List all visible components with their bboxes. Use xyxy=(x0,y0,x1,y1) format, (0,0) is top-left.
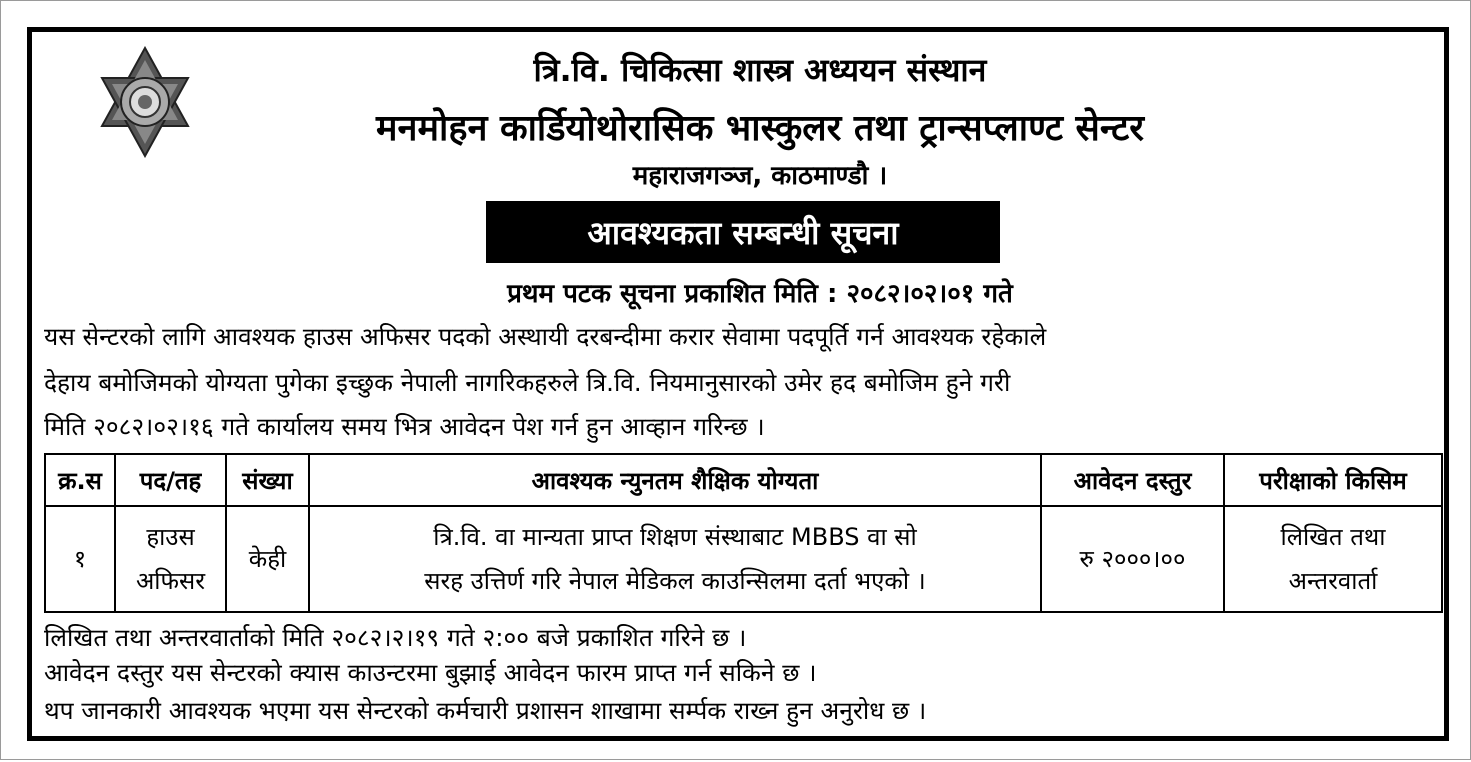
header-fee: आवेदन दस्तुर xyxy=(1041,454,1224,506)
header-serial: क्र.स xyxy=(45,454,115,506)
university-emblem-icon xyxy=(96,46,194,158)
exam-line-1: लिखित तथा xyxy=(1280,523,1386,551)
cell-count: केही xyxy=(226,506,309,612)
cell-fee: रु २०००।०० xyxy=(1041,506,1224,612)
header-exam-type: परीक्षाको किसिम xyxy=(1224,454,1442,506)
published-date: प्रथम पटक सूचना प्रकाशित मिति : २०८२।०२।०१ गते xyxy=(507,279,1013,309)
cell-post xyxy=(115,506,226,612)
qualification-line-1: त्रि.वि. वा मान्यता प्राप्त शिक्षण संस्थाबाट MBBS वा सो xyxy=(433,523,917,551)
footer-line-1: लिखित तथा अन्तरवार्ताको मिति २०८२।२।१९ गते २:०० बजे प्रकाशित गरिने छ । xyxy=(44,623,747,652)
footer-line-3: थप जानकारी आवश्यक भएमा यस सेन्टरको कर्मचारी प्रशासन शाखामा सर्म्पक राख्न हुन अनुरोध छ । xyxy=(44,696,927,725)
table-row xyxy=(45,506,1442,612)
body-line-2: देहाय बमोजिमको योग्यता पुगेका इच्छुक नेपाली नागरिकहरुले त्रि.वि. नियमानुसारको उमेर हद बमोजिम हुने गरी xyxy=(44,368,1011,397)
address: महाराजगञ्ज, काठमाण्डौ । xyxy=(632,161,888,191)
cell-qualification xyxy=(309,506,1041,612)
header-post: पद/तह xyxy=(115,454,226,506)
header-count: संख्या xyxy=(226,454,309,506)
table-header-row xyxy=(45,454,1442,506)
post-line-2: अफिसर xyxy=(135,567,206,595)
header-qualification: आवश्यक न्युनतम शैक्षिक योग्यता xyxy=(309,454,1041,506)
body-line-3: मिति २०८२।०२।१६ गते कार्यालय समय भित्र आवेदन पेश गर्न हुन आव्हान गरिन्छ । xyxy=(44,412,765,441)
post-line-1: हाउस xyxy=(146,523,195,551)
qualification-line-2: सरह उत्तिर्ण गरि नेपाल मेडिकल काउन्सिलमा दर्ता भएको । xyxy=(424,567,926,595)
body-line-1: यस सेन्टरको लागि आवश्यक हाउस अफिसर पदको अस्थायी दरबन्दीमा करार सेवामा पदपूर्ति गर्न आवश्यक रहेकाले xyxy=(44,322,1047,351)
cell-serial: १ xyxy=(45,506,115,612)
center-name: मनमोहन कार्डियोथोरासिक भास्कुलर तथा ट्रान्सप्लाण्ट सेन्टर xyxy=(375,108,1145,149)
notice-title: आवश्यकता सम्बन्धी सूचना xyxy=(486,201,1000,263)
institute-title: त्रि.वि. चिकित्सा शास्त्र अध्ययन संस्थान xyxy=(533,51,987,89)
exam-line-2: अन्तरवार्ता xyxy=(1288,567,1378,595)
cell-exam-type xyxy=(1224,506,1442,612)
footer-line-2: आवेदन दस्तुर यस सेन्टरको क्यास काउन्टरमा बुझाई आवेदन फारम प्राप्त गर्न सकिने छ । xyxy=(44,658,817,687)
requirements-table xyxy=(44,453,1443,613)
